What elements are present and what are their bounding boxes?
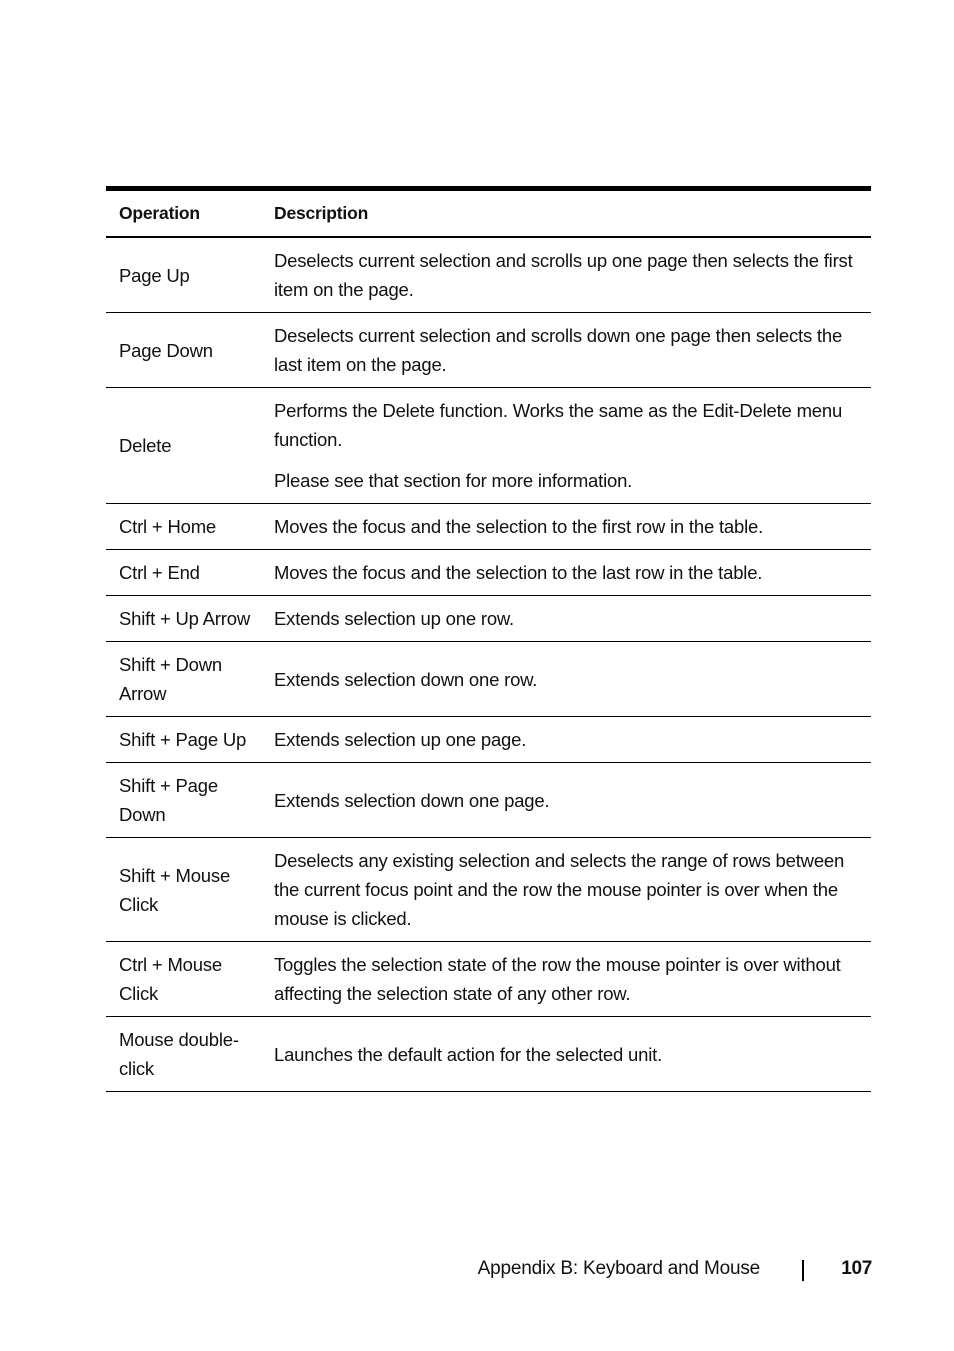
description-cell xyxy=(261,642,871,717)
operation-cell: Delete xyxy=(106,388,261,504)
table-row xyxy=(106,642,871,717)
description-paragraph: Moves the focus and the selection to the first row in the table. xyxy=(274,516,764,537)
table-row xyxy=(106,388,871,504)
description-cell xyxy=(261,1017,871,1092)
description-paragraph: Toggles the selection state of the row the mouse pointer is over without affecting the selection state of any other row. xyxy=(274,954,841,1004)
description-paragraph: Please see that section for more information. xyxy=(274,470,633,491)
description-paragraph: Launches the default action for the selected unit. xyxy=(274,1043,663,1065)
description-cell xyxy=(261,838,871,942)
table-body xyxy=(106,237,871,1092)
description-paragraph: Extends selection up one page. xyxy=(274,729,527,750)
operation-cell: Shift + Up Arrow xyxy=(106,596,261,642)
operation-cell: Page Down xyxy=(106,313,261,388)
table-row xyxy=(106,717,871,763)
description-cell xyxy=(261,237,871,313)
page-number: 107 xyxy=(841,1258,872,1279)
table-row xyxy=(106,1017,871,1092)
description-cell xyxy=(261,717,871,763)
description-paragraph: Performs the Delete function. Works the same as the Edit-Delete menu function. xyxy=(274,400,843,450)
description-column-header: Description xyxy=(261,191,871,237)
operation-cell: Shift + Page Down xyxy=(106,763,261,838)
operation-column-header: Operation xyxy=(106,191,261,237)
table-row xyxy=(106,504,871,550)
operation-cell: Mouse double-click xyxy=(106,1017,261,1092)
table-row xyxy=(106,942,871,1017)
operation-cell: Ctrl + Mouse Click xyxy=(106,942,261,1017)
operation-cell: Ctrl + End xyxy=(106,550,261,596)
keyboard-operations-table xyxy=(106,191,871,1092)
operation-cell: Shift + Down Arrow xyxy=(106,642,261,717)
page-footer xyxy=(0,1256,954,1286)
description-paragraph: Deselects current selection and scrolls down one page then selects the last item on the page. xyxy=(274,325,843,375)
description-cell xyxy=(261,388,871,504)
description-cell xyxy=(261,763,871,838)
table-row xyxy=(106,237,871,313)
operation-cell: Ctrl + Home xyxy=(106,504,261,550)
keyboard-operations-table-container xyxy=(106,186,871,1092)
table-row xyxy=(106,596,871,642)
table-header-row xyxy=(106,191,871,237)
table-row xyxy=(106,313,871,388)
operation-cell: Page Up xyxy=(106,237,261,313)
description-cell xyxy=(261,550,871,596)
description-paragraph: Moves the focus and the selection to the last row in the table. xyxy=(274,562,763,583)
description-paragraph: Extends selection down one row. xyxy=(274,668,538,690)
operation-cell: Shift + Mouse Click xyxy=(106,838,261,942)
table-row xyxy=(106,763,871,838)
description-cell xyxy=(261,313,871,388)
description-cell xyxy=(261,504,871,550)
description-paragraph: Deselects current selection and scrolls up one page then selects the first item on the page. xyxy=(274,250,853,300)
table-row xyxy=(106,838,871,942)
description-paragraph: Extends selection down one page. xyxy=(274,789,550,811)
table-row xyxy=(106,550,871,596)
description-paragraph: Extends selection up one row. xyxy=(274,608,514,629)
operation-cell: Shift + Page Up xyxy=(106,717,261,763)
description-cell xyxy=(261,942,871,1017)
footer-section-title: Appendix B: Keyboard and Mouse xyxy=(477,1258,760,1279)
description-cell xyxy=(261,596,871,642)
footer-separator xyxy=(802,1260,804,1281)
description-paragraph: Deselects any existing selection and selects the range of rows between the current focus point and the row the mouse pointer is over when the mouse is clicked. xyxy=(274,850,845,929)
